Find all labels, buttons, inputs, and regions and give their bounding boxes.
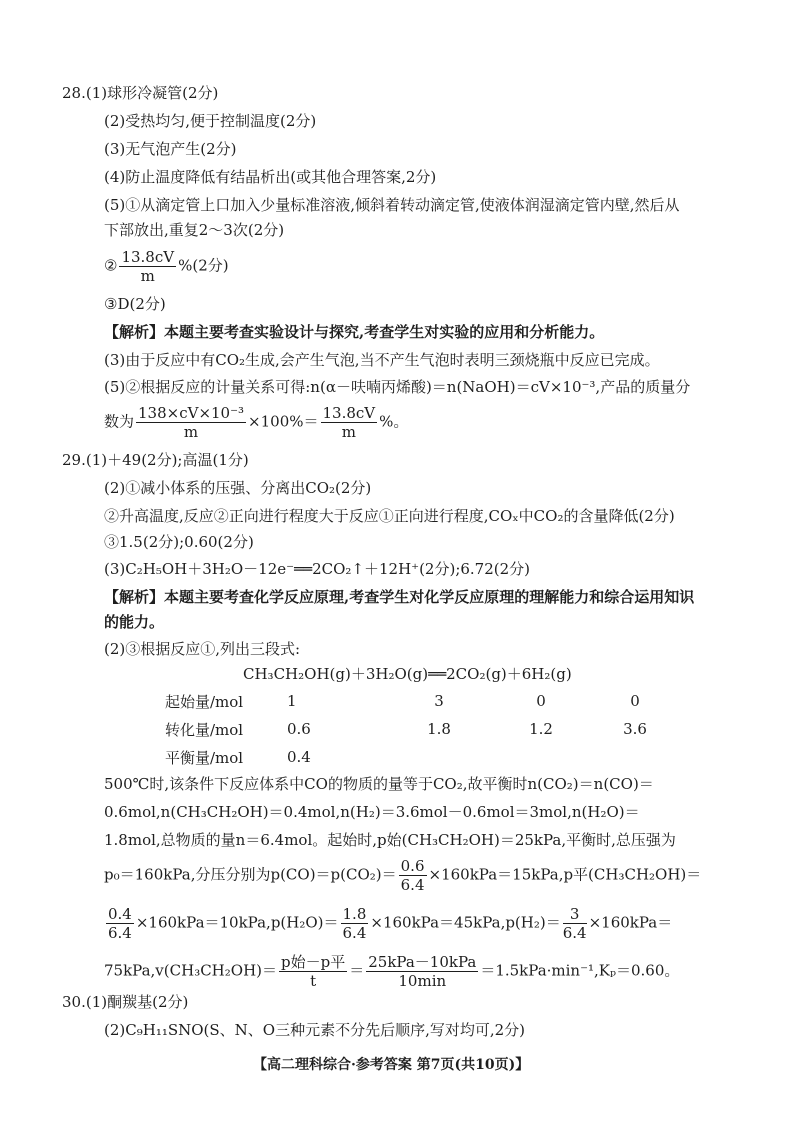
- fraction-denominator: 10min: [398, 972, 447, 990]
- q29-part2-item3: ③1.5(2分);0.60(2分): [104, 533, 254, 551]
- table-cell: 0: [630, 692, 640, 710]
- text-segment: p₀＝160kPa,分压分别为p(CO)＝p(CO₂)＝: [104, 865, 397, 884]
- q29-analysis-para4: [104, 857, 701, 894]
- text-segment: %。: [379, 412, 409, 431]
- table-cell: [391, 743, 487, 771]
- q28-part3: (3)无气泡产生(2分): [104, 140, 237, 158]
- table-cell: 0.6: [287, 720, 311, 738]
- table-cell: 0.4: [287, 748, 311, 766]
- table-row: [165, 715, 675, 743]
- fraction-numerator: 13.8cV: [121, 248, 175, 266]
- fraction-numerator: 0.4: [108, 905, 132, 923]
- q29-analysis-para5: [104, 905, 672, 942]
- fraction-denominator: t: [310, 972, 317, 990]
- fraction-numerator: 13.8cV: [322, 404, 376, 422]
- q28-analysis-line3: [104, 404, 408, 441]
- text-segment: ＝1.5kPa·min⁻¹,Kₚ＝0.60。: [480, 961, 680, 980]
- reaction-equation: CH₃CH₂OH(g)＋3H₂O(g)══2CO₂(g)＋6H₂(g): [243, 665, 572, 683]
- table-row: [165, 687, 675, 715]
- q28-item2-marker: ②: [104, 256, 118, 275]
- table-row: [165, 743, 675, 771]
- fraction: [366, 953, 478, 990]
- table-cell: 1.2: [529, 720, 553, 738]
- q28-part2: (2)受热均匀,便于控制温度(2分): [104, 112, 317, 130]
- fraction-numerator: 1.8: [342, 905, 367, 923]
- text-segment: ×160kPa＝45kPa,p(H₂)＝: [370, 913, 561, 932]
- fraction-denominator: 6.4: [108, 924, 132, 942]
- q29-analysis-heading-line1: 【解析】本题主要考查化学反应原理,考查学生对化学反应原理的理解能力和综合运用知识: [104, 588, 695, 606]
- fraction-numerator: 0.6: [400, 857, 425, 875]
- fraction-numerator: 138×cV×10⁻³: [138, 404, 245, 422]
- q29-part3: (3)C₂H₅OH＋3H₂O－12e⁻══2CO₂↑＋12H⁺(2分);6.72(2分): [104, 560, 531, 578]
- q29-analysis-para1: 500℃时,该条件下反应体系中CO的物质的量等于CO₂,故平衡时n(CO₂)＝n(CO)＝: [104, 775, 654, 793]
- table-cell: 1: [287, 692, 297, 710]
- text-segment: ×160kPa＝10kPa,p(H₂O)＝: [135, 913, 339, 932]
- q29-analysis-line1: (2)③根据反应①,列出三段式:: [104, 640, 301, 658]
- q30-part1: 30.(1)酮羰基(2分): [62, 993, 189, 1011]
- fraction: [279, 953, 347, 990]
- fraction-denominator: m: [140, 267, 155, 285]
- fraction-numerator: 3: [563, 905, 587, 924]
- table-cell: 1.8: [427, 720, 451, 738]
- q29-part2-item1: (2)①减小体系的压强、分离出CO₂(2分): [104, 479, 372, 497]
- table-cell: 3.6: [623, 720, 647, 738]
- fraction: [321, 404, 378, 441]
- fraction-denominator: 6.4: [400, 876, 425, 894]
- q28-fraction: [119, 248, 176, 285]
- table-cell: 起始量/mol: [165, 692, 244, 711]
- q30-part2: (2)C₉H₁₁SNO(S、N、O三种元素不分先后顺序,写对均可,2分): [104, 1021, 526, 1039]
- q28-item2-score: %(2分): [178, 256, 229, 275]
- q28-analysis-line1: (3)由于反应中有CO₂生成,会产生气泡,当不产生气泡时表明三颈烧瓶中反应已完成。: [104, 351, 660, 369]
- q28-part1: 28.(1)球形冷凝管(2分): [62, 84, 219, 102]
- q29-analysis-para3: 1.8mol,总物质的量n＝6.4mol。起始时,p始(CH₃CH₂OH)＝25kPa,平衡时,总压强为: [104, 831, 676, 849]
- table-cell: 0: [536, 692, 546, 710]
- text-segment: ×100%＝: [248, 412, 319, 431]
- text-segment: ×160kPa＝15kPa,p平(CH₃CH₂OH)＝: [428, 865, 702, 884]
- fraction: [136, 404, 246, 441]
- fraction-denominator: m: [183, 423, 199, 441]
- fraction: [106, 905, 134, 942]
- q29-part2-item2: ②升高温度,反应②正向进行程度大于反应①正向进行程度,COₓ中CO₂的含量降低(2分): [104, 507, 675, 525]
- fraction: [341, 905, 369, 942]
- fraction: [399, 857, 427, 894]
- q29-analysis-heading-line2: 的能力。: [104, 613, 165, 631]
- fraction-denominator: 6.4: [562, 924, 587, 942]
- q29-part1: 29.(1)＋49(2分);高温(1分): [62, 451, 249, 469]
- table-cell: 平衡量/mol: [165, 748, 244, 767]
- q28-part5-item2: [104, 248, 229, 285]
- table-cell: [487, 743, 595, 771]
- table-cell: [595, 743, 675, 771]
- table-cell: 3: [434, 692, 444, 710]
- fraction-denominator: 6.4: [342, 924, 367, 942]
- three-stage-table: [165, 687, 675, 771]
- q28-part5-item3: ③D(2分): [104, 295, 166, 313]
- q29-analysis-para2: 0.6mol,n(CH₃CH₂OH)＝0.4mol,n(H₂)＝3.6mol－0.6mol＝3mol,n(H₂O)＝: [104, 803, 640, 821]
- text-segment: ＝: [349, 961, 365, 980]
- text-segment: 75kPa,v(CH₃CH₂OH)＝: [104, 961, 278, 980]
- q28-analysis-line2: (5)②根据反应的计量关系可得:n(α－呋喃丙烯酸)＝n(NaOH)＝cV×10⁻³,产品的质量分: [104, 378, 691, 396]
- q28-part4: (4)防止温度降低有结晶析出(或其他合理答案,2分): [104, 168, 437, 186]
- q29-analysis-para6: [104, 953, 679, 990]
- table-cell: 转化量/mol: [165, 720, 244, 739]
- fraction-denominator: m: [341, 423, 356, 441]
- text-segment: ×160kPa＝: [588, 913, 673, 932]
- fraction-numerator: 25kPa－10kPa: [368, 953, 477, 971]
- text-segment: 数为: [104, 412, 135, 431]
- page-footer: 【高二理科综合·参考答案 第7页(共10页)】: [253, 1057, 530, 1073]
- q28-analysis-heading: 【解析】本题主要考查实验设计与探究,考查学生对实验的应用和分析能力。: [104, 323, 605, 341]
- q28-part5-line1: (5)①从滴定管上口加入少量标准溶液,倾斜着转动滴定管,使液体润湿滴定管内壁,然后从: [104, 196, 680, 214]
- fraction-numerator: p始－p平: [281, 953, 346, 971]
- q28-part5-line2: 下部放出,重复2～3次(2分): [104, 221, 285, 239]
- fraction: [563, 905, 587, 942]
